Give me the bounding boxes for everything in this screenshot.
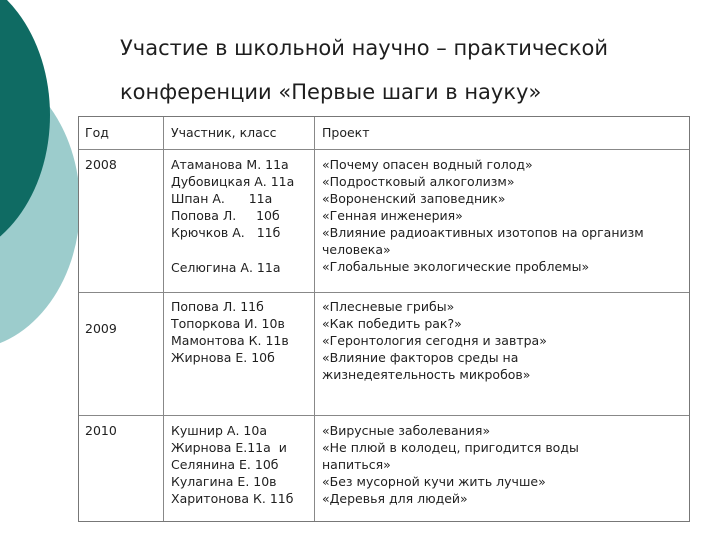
project: «Вороненский заповедник»	[322, 191, 506, 206]
projects-cell	[322, 156, 644, 275]
project: «Деревья для людей»	[322, 491, 468, 506]
row-divider	[79, 415, 689, 416]
project: «Глобальные экологические проблемы»	[322, 259, 590, 274]
participant: Жирнова Е. 10б	[171, 350, 275, 365]
project: «Влияние факторов среды на	[322, 350, 519, 365]
conference-table	[78, 116, 690, 522]
title-line-1: Участие в школьной научно – практической	[120, 36, 609, 60]
participant: Дубовицкая А. 11а	[171, 174, 295, 189]
projects-cell	[322, 422, 579, 507]
project: «Плесневые грибы»	[322, 299, 455, 314]
table-row-year: 2009	[85, 321, 117, 336]
title-line-2: конференции «Первые шаги в науку»	[120, 80, 542, 104]
participant: Атаманова М. 11а	[171, 157, 289, 172]
project: жизнедеятельность микробов»	[322, 367, 531, 382]
participant: Попова Л. 10б	[171, 208, 280, 223]
header-participant: Участник, класс	[171, 125, 277, 140]
slide-title	[120, 26, 680, 114]
project: человека»	[322, 242, 391, 257]
row-divider	[79, 292, 689, 293]
project: «Генная инженерия»	[322, 208, 463, 223]
participant: Харитонова К. 11б	[171, 491, 294, 506]
column-divider	[314, 117, 315, 521]
project: «Вирусные заболевания»	[322, 423, 491, 438]
participant: Жирнова Е.11а и	[171, 440, 287, 455]
project: напиться»	[322, 457, 391, 472]
participants-cell	[171, 422, 293, 507]
project: «Влияние радиоактивных изотопов на организм	[322, 225, 644, 240]
table-row-year: 2010	[85, 423, 117, 438]
participant: Попова Л. 11б	[171, 299, 264, 314]
project: «Почему опасен водный голод»	[322, 157, 533, 172]
project: «Без мусорной кучи жить лучше»	[322, 474, 546, 489]
participant: Кушнир А. 10а	[171, 423, 267, 438]
participant: Селюгина А. 11а	[171, 260, 281, 275]
project: «Как победить рак?»	[322, 316, 462, 331]
projects-cell	[322, 298, 547, 383]
project: «Не плюй в колодец, пригодится воды	[322, 440, 579, 455]
participant: Кулагина Е. 10в	[171, 474, 277, 489]
column-divider	[163, 117, 164, 521]
row-divider	[79, 149, 689, 150]
participant: Шпан А. 11а	[171, 191, 273, 206]
table-row-year: 2008	[85, 157, 117, 172]
header-project: Проект	[322, 125, 370, 140]
participant: Топоркова И. 10в	[171, 316, 285, 331]
project: «Подростковый алкоголизм»	[322, 174, 515, 189]
project: «Геронтология сегодня и завтра»	[322, 333, 547, 348]
participant: Мамонтова К. 11в	[171, 333, 289, 348]
participant: Селянина Е. 10б	[171, 457, 279, 472]
participants-cell	[171, 298, 289, 366]
header-year: Год	[85, 125, 109, 140]
participant: Крючков А. 11б	[171, 225, 281, 240]
participants-cell	[171, 156, 294, 276]
